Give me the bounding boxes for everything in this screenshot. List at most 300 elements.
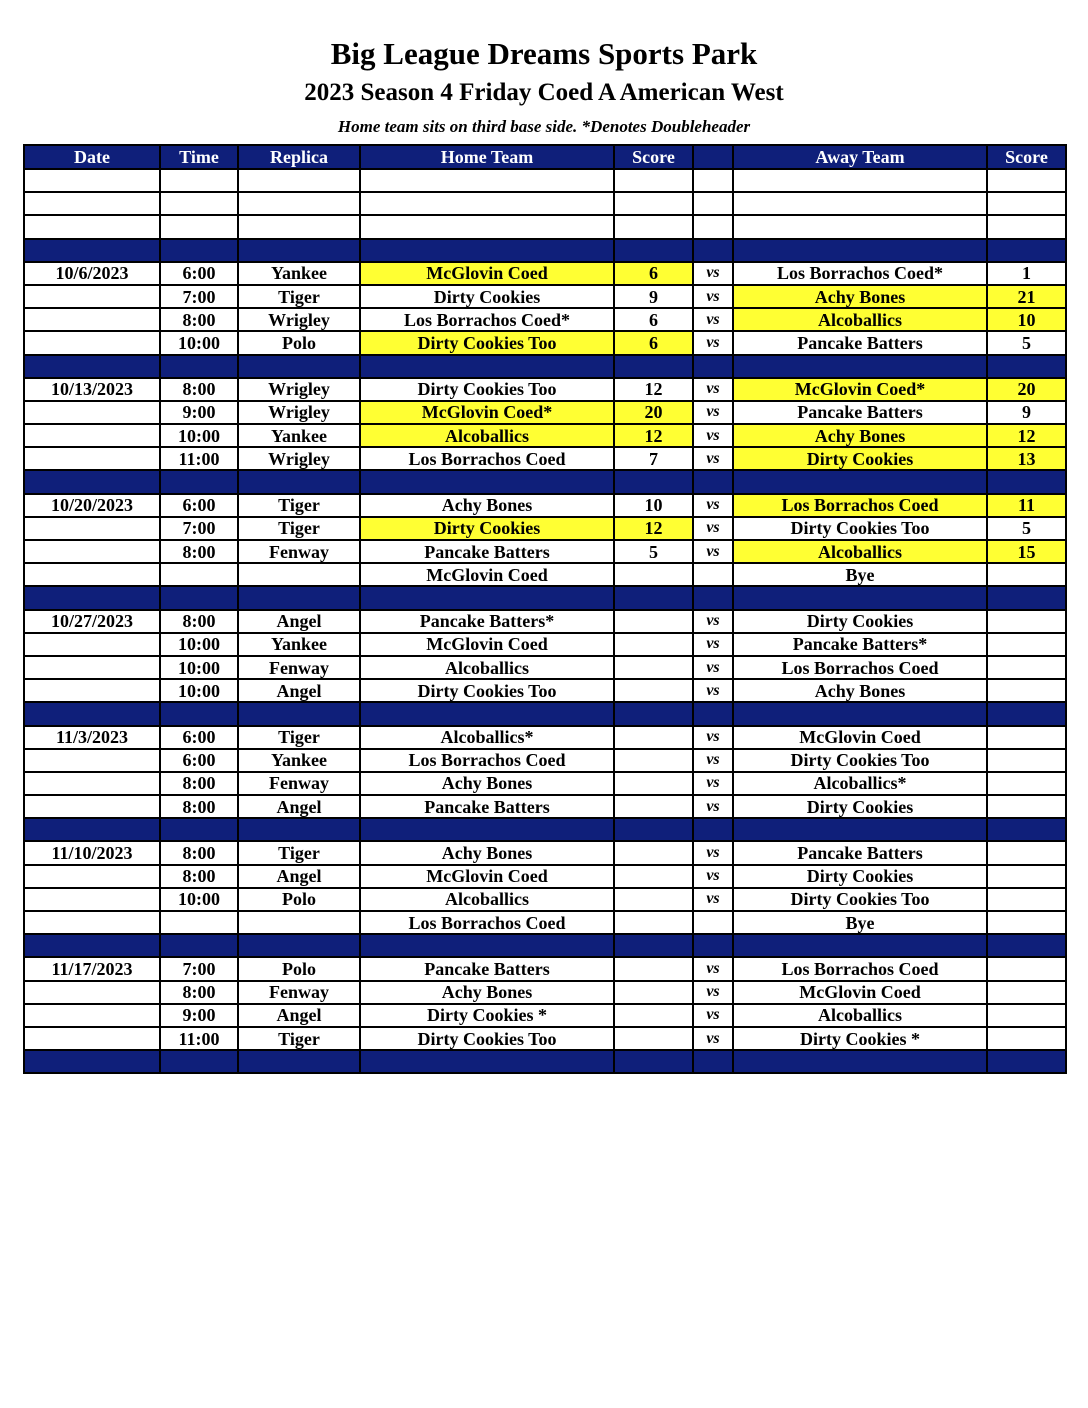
home-score (614, 633, 693, 656)
game-row (24, 957, 1066, 980)
away-team: Dirty Cookies (733, 610, 987, 633)
game-replica: Wrigley (238, 308, 360, 331)
home-team: Dirty Cookies Too (360, 679, 614, 702)
separator-cell (614, 355, 693, 378)
separator-cell (693, 586, 733, 609)
week-separator-row (24, 470, 1066, 493)
game-row (24, 378, 1066, 401)
game-time: 8:00 (160, 610, 238, 633)
separator-cell (733, 586, 987, 609)
game-replica: Angel (238, 679, 360, 702)
away-team: Dirty Cookies Too (733, 888, 987, 911)
column-header-time: Time (160, 145, 238, 169)
blank-cell (987, 215, 1066, 238)
home-team: Dirty Cookies Too (360, 331, 614, 354)
separator-cell (24, 1050, 160, 1073)
separator-cell (238, 702, 360, 725)
versus-label: vs (693, 517, 733, 540)
header-row (24, 145, 1066, 169)
separator-cell (24, 934, 160, 957)
column-header-away-team: Away Team (733, 145, 987, 169)
separator-cell (360, 586, 614, 609)
versus-label: vs (693, 262, 733, 285)
game-time: 8:00 (160, 841, 238, 864)
separator-cell (614, 934, 693, 957)
game-date (24, 656, 160, 679)
game-row (24, 401, 1066, 424)
versus-label: vs (693, 331, 733, 354)
away-team: Los Borrachos Coed (733, 494, 987, 517)
versus-label: vs (693, 679, 733, 702)
game-time: 10:00 (160, 633, 238, 656)
separator-cell (160, 934, 238, 957)
separator-cell (693, 702, 733, 725)
away-score (987, 749, 1066, 772)
game-row (24, 447, 1066, 470)
separator-cell (24, 702, 160, 725)
separator-cell (614, 470, 693, 493)
game-time: 8:00 (160, 981, 238, 1004)
versus-label: vs (693, 424, 733, 447)
game-row (24, 656, 1066, 679)
home-team: Achy Bones (360, 494, 614, 517)
column-header-away-score: Score (987, 145, 1066, 169)
away-team: Los Borrachos Coed (733, 957, 987, 980)
game-time (160, 563, 238, 586)
separator-cell (733, 818, 987, 841)
week-separator-row (24, 818, 1066, 841)
away-score (987, 911, 1066, 934)
versus-label: vs (693, 378, 733, 401)
separator-cell (693, 934, 733, 957)
game-time: 11:00 (160, 1027, 238, 1050)
game-row (24, 1027, 1066, 1050)
separator-cell (238, 1050, 360, 1073)
game-replica: Tiger (238, 726, 360, 749)
away-score (987, 1004, 1066, 1027)
game-time: 10:00 (160, 888, 238, 911)
away-team: Alcoballics (733, 1004, 987, 1027)
home-score: 12 (614, 424, 693, 447)
game-row (24, 424, 1066, 447)
separator-cell (987, 239, 1066, 262)
separator-cell (987, 934, 1066, 957)
game-date (24, 795, 160, 818)
away-team: Bye (733, 563, 987, 586)
blank-cell (614, 215, 693, 238)
blank-cell (693, 169, 733, 192)
away-team: McGlovin Coed (733, 981, 987, 1004)
week-separator-row (24, 1050, 1066, 1073)
week-separator-row (24, 355, 1066, 378)
home-score: 20 (614, 401, 693, 424)
home-team: Pancake Batters (360, 795, 614, 818)
home-score (614, 656, 693, 679)
versus-label: vs (693, 1027, 733, 1050)
separator-cell (987, 470, 1066, 493)
versus-label (693, 563, 733, 586)
game-row (24, 981, 1066, 1004)
game-row (24, 540, 1066, 563)
versus-label: vs (693, 610, 733, 633)
separator-cell (614, 239, 693, 262)
versus-label: vs (693, 726, 733, 749)
separator-cell (733, 470, 987, 493)
game-replica: Angel (238, 865, 360, 888)
home-team: Achy Bones (360, 981, 614, 1004)
game-row (24, 1004, 1066, 1027)
versus-label: vs (693, 865, 733, 888)
game-replica: Angel (238, 610, 360, 633)
game-row (24, 772, 1066, 795)
away-team: Bye (733, 911, 987, 934)
game-replica: Yankee (238, 262, 360, 285)
game-date (24, 540, 160, 563)
blank-cell (238, 169, 360, 192)
separator-cell (160, 818, 238, 841)
game-date: 11/3/2023 (24, 726, 160, 749)
blank-cell (24, 169, 160, 192)
game-time: 6:00 (160, 726, 238, 749)
game-replica: Tiger (238, 494, 360, 517)
game-time: 10:00 (160, 424, 238, 447)
game-time: 8:00 (160, 772, 238, 795)
game-replica: Wrigley (238, 447, 360, 470)
game-time: 10:00 (160, 679, 238, 702)
home-team: Dirty Cookies (360, 517, 614, 540)
blank-cell (238, 192, 360, 215)
away-score: 5 (987, 331, 1066, 354)
separator-cell (24, 818, 160, 841)
page-note: Home team sits on third base side. *Denotes Doubleheader (337, 117, 751, 136)
away-team: Pancake Batters (733, 401, 987, 424)
separator-cell (360, 355, 614, 378)
versus-label: vs (693, 981, 733, 1004)
game-date (24, 749, 160, 772)
separator-cell (614, 818, 693, 841)
game-date: 10/6/2023 (24, 262, 160, 285)
game-date: 11/17/2023 (24, 957, 160, 980)
week-separator-row (24, 702, 1066, 725)
game-row (24, 285, 1066, 308)
home-score (614, 749, 693, 772)
blank-cell (733, 215, 987, 238)
separator-cell (360, 702, 614, 725)
separator-cell (360, 1050, 614, 1073)
game-replica: Angel (238, 795, 360, 818)
home-score (614, 563, 693, 586)
game-replica: Polo (238, 888, 360, 911)
game-replica: Polo (238, 331, 360, 354)
game-date (24, 447, 160, 470)
blank-row (24, 192, 1066, 215)
versus-label: vs (693, 447, 733, 470)
separator-cell (987, 1050, 1066, 1073)
away-score: 10 (987, 308, 1066, 331)
away-team: Alcoballics (733, 308, 987, 331)
home-team: Alcoballics (360, 656, 614, 679)
home-score: 10 (614, 494, 693, 517)
home-score (614, 981, 693, 1004)
versus-label: vs (693, 1004, 733, 1027)
separator-cell (160, 586, 238, 609)
away-score: 20 (987, 378, 1066, 401)
away-score: 11 (987, 494, 1066, 517)
separator-cell (160, 239, 238, 262)
game-row (24, 308, 1066, 331)
separator-cell (360, 470, 614, 493)
separator-cell (614, 1050, 693, 1073)
away-team: Pancake Batters (733, 331, 987, 354)
week-separator-row (24, 239, 1066, 262)
home-score: 6 (614, 308, 693, 331)
separator-cell (24, 239, 160, 262)
separator-cell (987, 702, 1066, 725)
separator-cell (614, 586, 693, 609)
separator-cell (160, 702, 238, 725)
home-score (614, 726, 693, 749)
game-date (24, 285, 160, 308)
separator-cell (733, 934, 987, 957)
blank-cell (24, 192, 160, 215)
away-team: Alcoballics* (733, 772, 987, 795)
separator-cell (160, 355, 238, 378)
game-time: 10:00 (160, 331, 238, 354)
column-header-home-team: Home Team (360, 145, 614, 169)
game-date: 10/27/2023 (24, 610, 160, 633)
game-replica: Fenway (238, 540, 360, 563)
away-score (987, 957, 1066, 980)
home-score (614, 795, 693, 818)
away-team: Pancake Batters (733, 841, 987, 864)
separator-cell (24, 355, 160, 378)
home-score: 9 (614, 285, 693, 308)
game-date (24, 633, 160, 656)
game-replica: Yankee (238, 633, 360, 656)
home-score (614, 888, 693, 911)
game-time: 8:00 (160, 308, 238, 331)
game-row (24, 795, 1066, 818)
game-replica: Tiger (238, 841, 360, 864)
away-team: Dirty Cookies (733, 795, 987, 818)
versus-label: vs (693, 888, 733, 911)
game-replica: Fenway (238, 981, 360, 1004)
separator-cell (160, 1050, 238, 1073)
away-team: McGlovin Coed (733, 726, 987, 749)
home-team: Alcoballics (360, 888, 614, 911)
away-score (987, 1027, 1066, 1050)
page-title: Big League Dreams Sports Park (330, 36, 758, 71)
home-score: 12 (614, 517, 693, 540)
home-team: Alcoballics (360, 424, 614, 447)
separator-cell (160, 470, 238, 493)
game-date (24, 331, 160, 354)
away-score: 5 (987, 517, 1066, 540)
home-score (614, 865, 693, 888)
week-separator-row (24, 934, 1066, 957)
game-replica: Tiger (238, 285, 360, 308)
home-team: Dirty Cookies Too (360, 378, 614, 401)
blank-cell (614, 192, 693, 215)
separator-cell (360, 818, 614, 841)
separator-cell (238, 586, 360, 609)
game-date (24, 865, 160, 888)
column-header-vs (693, 145, 733, 169)
versus-label: vs (693, 656, 733, 679)
game-replica: Yankee (238, 749, 360, 772)
blank-cell (987, 169, 1066, 192)
blank-cell (733, 192, 987, 215)
blank-cell (987, 192, 1066, 215)
game-replica: Tiger (238, 1027, 360, 1050)
game-row (24, 563, 1066, 586)
home-score: 12 (614, 378, 693, 401)
game-row (24, 494, 1066, 517)
blank-cell (360, 215, 614, 238)
versus-label: vs (693, 633, 733, 656)
blank-row (24, 215, 1066, 238)
home-team: Dirty Cookies * (360, 1004, 614, 1027)
game-replica: Angel (238, 1004, 360, 1027)
away-score (987, 865, 1066, 888)
game-date: 10/13/2023 (24, 378, 160, 401)
game-time (160, 911, 238, 934)
game-row (24, 331, 1066, 354)
game-date (24, 517, 160, 540)
game-replica: Polo (238, 957, 360, 980)
game-date (24, 424, 160, 447)
game-time: 6:00 (160, 262, 238, 285)
away-score (987, 726, 1066, 749)
game-time: 8:00 (160, 865, 238, 888)
home-team: Pancake Batters* (360, 610, 614, 633)
separator-cell (360, 239, 614, 262)
versus-label: vs (693, 494, 733, 517)
game-replica: Yankee (238, 424, 360, 447)
game-date (24, 308, 160, 331)
versus-label: vs (693, 957, 733, 980)
away-team: Dirty Cookies Too (733, 517, 987, 540)
game-replica (238, 911, 360, 934)
game-row (24, 749, 1066, 772)
home-team: Los Borrachos Coed (360, 911, 614, 934)
game-time: 10:00 (160, 656, 238, 679)
home-score (614, 1004, 693, 1027)
game-row (24, 888, 1066, 911)
game-replica: Tiger (238, 517, 360, 540)
blank-cell (693, 192, 733, 215)
game-date (24, 679, 160, 702)
home-team: Pancake Batters (360, 957, 614, 980)
home-score: 6 (614, 262, 693, 285)
home-team: Alcoballics* (360, 726, 614, 749)
game-date: 10/20/2023 (24, 494, 160, 517)
game-time: 9:00 (160, 401, 238, 424)
game-time: 8:00 (160, 795, 238, 818)
home-team: Los Borrachos Coed (360, 749, 614, 772)
versus-label: vs (693, 841, 733, 864)
away-score (987, 795, 1066, 818)
game-date: 11/10/2023 (24, 841, 160, 864)
away-score (987, 981, 1066, 1004)
game-time: 8:00 (160, 540, 238, 563)
away-score: 15 (987, 540, 1066, 563)
blank-cell (160, 215, 238, 238)
separator-cell (733, 1050, 987, 1073)
separator-cell (733, 239, 987, 262)
away-team: Alcoballics (733, 540, 987, 563)
blank-cell (733, 169, 987, 192)
away-score: 9 (987, 401, 1066, 424)
away-team: Los Borrachos Coed (733, 656, 987, 679)
game-replica: Wrigley (238, 378, 360, 401)
away-score (987, 563, 1066, 586)
home-team: McGlovin Coed (360, 633, 614, 656)
game-time: 8:00 (160, 378, 238, 401)
game-row (24, 633, 1066, 656)
separator-cell (733, 702, 987, 725)
away-team: Achy Bones (733, 424, 987, 447)
home-score: 5 (614, 540, 693, 563)
column-header-home-score: Score (614, 145, 693, 169)
separator-cell (693, 355, 733, 378)
separator-cell (238, 934, 360, 957)
away-team: Dirty Cookies (733, 865, 987, 888)
home-score (614, 610, 693, 633)
game-time: 7:00 (160, 517, 238, 540)
week-separator-row (24, 586, 1066, 609)
separator-cell (693, 239, 733, 262)
away-score (987, 633, 1066, 656)
game-row (24, 517, 1066, 540)
home-team: Achy Bones (360, 841, 614, 864)
versus-label: vs (693, 401, 733, 424)
blank-cell (693, 215, 733, 238)
game-replica: Fenway (238, 656, 360, 679)
away-score (987, 679, 1066, 702)
away-team: Dirty Cookies * (733, 1027, 987, 1050)
away-score: 12 (987, 424, 1066, 447)
separator-cell (614, 702, 693, 725)
home-team: Los Borrachos Coed (360, 447, 614, 470)
home-team: Los Borrachos Coed* (360, 308, 614, 331)
game-time: 9:00 (160, 1004, 238, 1027)
blank-cell (160, 192, 238, 215)
blank-row (24, 169, 1066, 192)
game-row (24, 865, 1066, 888)
separator-cell (987, 355, 1066, 378)
home-score (614, 679, 693, 702)
separator-cell (693, 470, 733, 493)
game-row (24, 841, 1066, 864)
separator-cell (987, 586, 1066, 609)
away-team: McGlovin Coed* (733, 378, 987, 401)
home-team: Pancake Batters (360, 540, 614, 563)
blank-cell (614, 169, 693, 192)
game-row (24, 610, 1066, 633)
home-score (614, 841, 693, 864)
game-date (24, 772, 160, 795)
separator-cell (360, 934, 614, 957)
game-time: 7:00 (160, 285, 238, 308)
column-header-date: Date (24, 145, 160, 169)
game-time: 11:00 (160, 447, 238, 470)
game-date (24, 563, 160, 586)
separator-cell (24, 586, 160, 609)
away-score (987, 610, 1066, 633)
versus-label: vs (693, 308, 733, 331)
home-score (614, 957, 693, 980)
